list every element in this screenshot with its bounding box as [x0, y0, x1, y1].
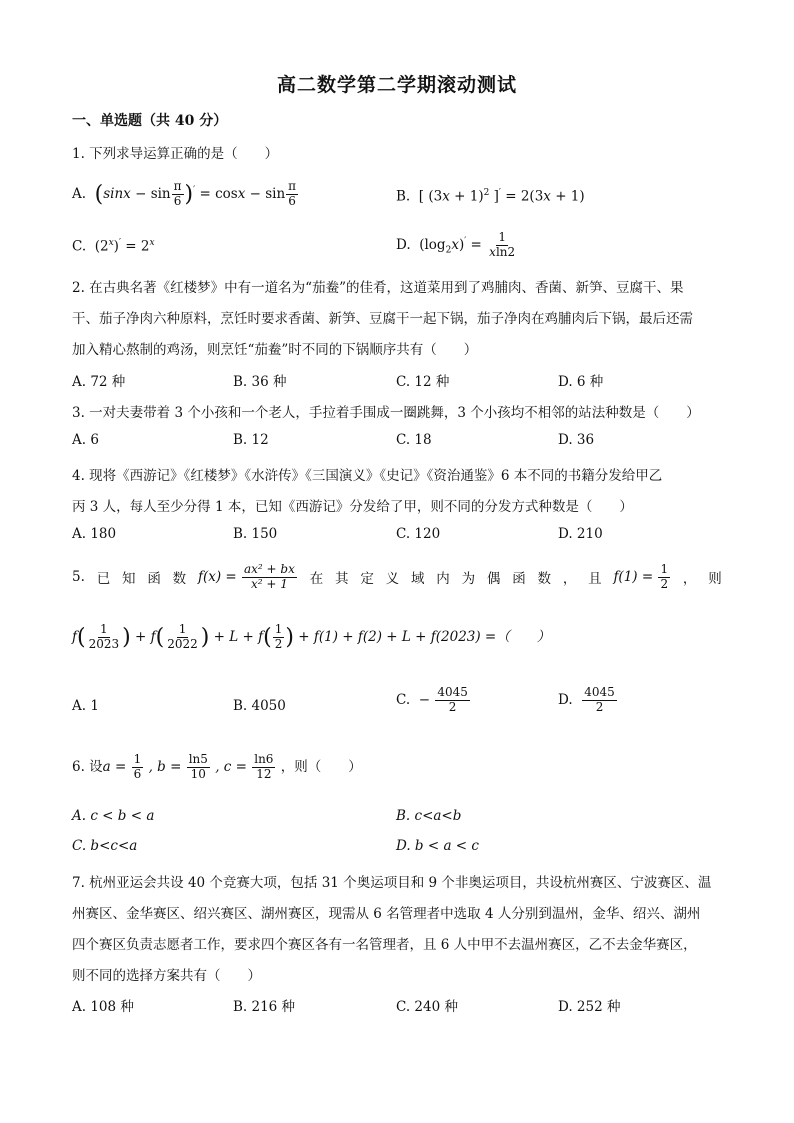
- question-3-stem: 3. 一对夫妻带着 3 个小孩和一个老人，手拉着手围成一圈跳舞，3 个小孩均不相邻的站法种数是（ ）: [72, 405, 700, 421]
- q5-option-a: A. 1: [72, 698, 99, 714]
- question-1-stem: 1. 下列求导运算正确的是（ ）: [72, 146, 279, 162]
- question-7-line-2: 州赛区、金华赛区、绍兴赛区、湖州赛区，现需从 6 名管理者中选取 4 人分别到温州，金华、绍兴、湖州: [72, 906, 701, 922]
- q5-option-c: C. − $\frac{4045}{2}$: [396, 685, 468, 714]
- question-5-line-1: 5. 已 知 函 数 f(x) = $\frac{\text{ax² + bx}}{\text{x² + 1}}$ 在 其 定 义 域 内 为 偶 函 数 ， 且 f(1) = $\frac{1}{2}$ ， 则: [72, 562, 722, 591]
- q7-option-b: B. 216 种: [233, 999, 296, 1015]
- question-7-line-1: 7. 杭州亚运会共设 40 个竞赛大项，包括 31 个奥运项目和 9 个非奥运项目，共设杭州赛区、宁波赛区、温: [72, 875, 712, 891]
- q1-option-c: C. $(2^x)' = 2^x$: [72, 238, 155, 255]
- q3-option-d: D. 36: [558, 432, 595, 448]
- q6-option-b: B. c<a<b: [396, 808, 462, 824]
- q3-option-c: C. 18: [396, 432, 432, 448]
- q1-option-b: B. [ $(3x + 1)^2$ ]′ = 2(3x + 1): [396, 188, 585, 205]
- q3-option-b: B. 12: [233, 432, 269, 448]
- q6-option-a: A. c < b < a: [72, 808, 155, 824]
- q5-option-b: B. 4050: [233, 698, 286, 714]
- question-5-line-2: f( $\frac{1}{2023}$ ) + f( $\frac{1}{2022}$ ) + L + f( $\frac{1}{2}$ ) + f(1) + f(2) + L + f(2023) =（ ）: [72, 622, 551, 651]
- q6-option-d: D. b < a < c: [396, 838, 479, 854]
- question-4-line-1: 4. 现将《西游记》《红楼梦》《水浒传》《三国演义》《史记》《资治通鉴》6 本不同的书籍分发给甲乙: [72, 468, 663, 484]
- q4-option-d: D. 210: [558, 526, 603, 542]
- q2-option-b: B. 36 种: [233, 374, 287, 390]
- section-heading: 一、单选题（共 40 分）: [72, 113, 228, 129]
- question-6-stem: 6. 设a = $\frac{1}{6}$ , b = $\frac{\ln 5}{10}$ , c = $\frac{\ln 6}{12}$ ，则（ ）: [72, 752, 362, 781]
- q6-option-c: C. b<c<a: [72, 838, 138, 854]
- q2-option-d: D. 6 种: [558, 374, 604, 390]
- q2-option-c: C. 12 种: [396, 374, 450, 390]
- question-4-line-2: 丙 3 人，每人至少分得 1 本，已知《西游记》分发给了甲，则不同的分发方式种数是（ ）: [72, 499, 633, 515]
- q3-option-a: A. 6: [72, 432, 99, 448]
- page-title: 高二数学第二学期滚动测试: [276, 74, 517, 96]
- q4-option-c: C. 120: [396, 526, 441, 542]
- q7-option-d: D. 252 种: [558, 999, 621, 1015]
- q7-option-a: A. 108 种: [72, 999, 134, 1015]
- q2-option-a: A. 72 种: [72, 374, 126, 390]
- question-2-line-3: 加入精心熬制的鸡汤，则烹饪“茄鲞”时不同的下锅顺序共有（ ）: [72, 342, 478, 358]
- q4-option-a: A. 180: [72, 526, 117, 542]
- question-2-line-1: 2. 在古典名著《红楼梦》中有一道名为“茄鲞”的佳肴，这道菜用到了鸡脯肉、香菌、新笋、豆腐干、果: [72, 280, 684, 296]
- q7-option-c: C. 240 种: [396, 999, 458, 1015]
- question-7-line-3: 四个赛区负责志愿者工作，要求四个赛区各有一名管理者，且 6 人中甲不去温州赛区，乙不去金华赛区，: [72, 937, 697, 953]
- q1-option-a: A. (sinx − sin $\frac{\pi}{6}$ )′ = cosx − sin $\frac{\pi}{6}$: [72, 179, 297, 208]
- question-2-line-2: 干、茄子净肉六种原料，烹饪时要求香菌、新笋、豆腐干一起下锅，茄子净肉在鸡脯肉后下锅，最后还需: [72, 311, 693, 327]
- q1-option-d: D. $(\log_2x)'$ = $\frac{1}{xln2}$: [396, 230, 516, 259]
- q5-option-d: D. $\frac{4045}{2}$: [558, 685, 615, 714]
- q4-option-b: B. 150: [233, 526, 278, 542]
- question-7-line-4: 则不同的选择方案共有（ ）: [72, 968, 261, 984]
